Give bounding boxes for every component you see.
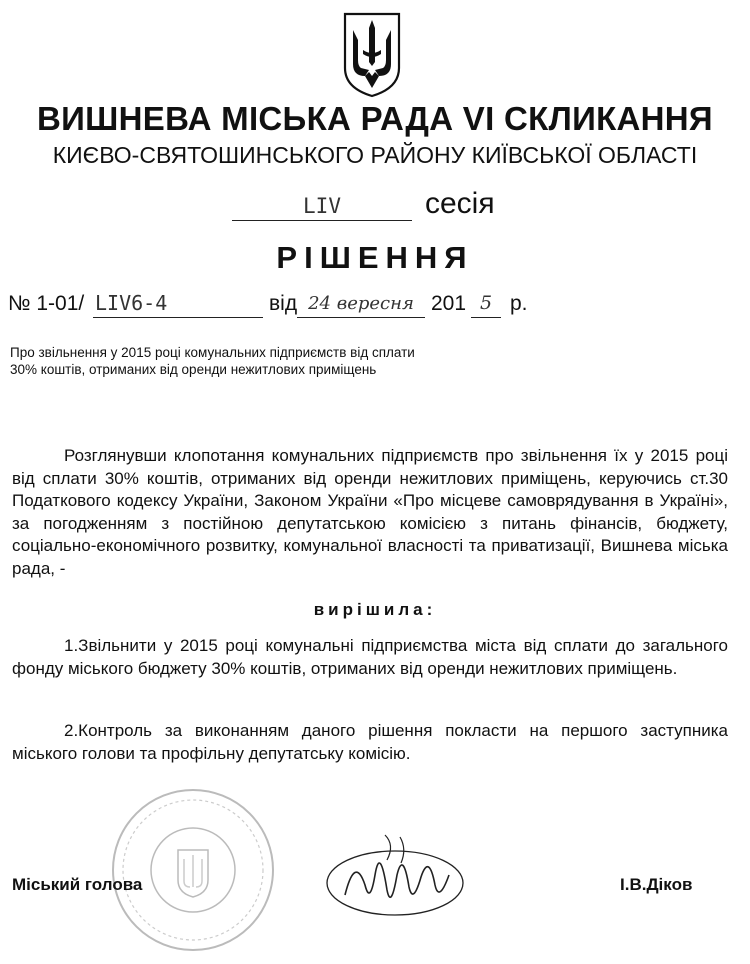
signature-mark: [325, 815, 485, 920]
decision-title: РІШЕННЯ: [276, 240, 474, 275]
item-1-text: 1.Звільнити у 2015 році комунальні підприємства міста від сплати до загального фонду міського бюджету 30% коштів, отриманих від оренди нежитлових приміщень.: [12, 636, 728, 678]
preamble-text: Розглянувши клопотання комунальних підприємств про звільнення їх у 2015 році від сплати 30% коштів, отриманих від оренди нежитлових приміщень, керуючись ст.30 Податкового кодексу України, Законом України «Про місцеве самоврядування в Україні», за погодженням з постійною депутатською комісією з питань фінансів, бюджету, соціально-економічного розвитку, комунальної власності та приватизації, Вишнева міська рада, -: [12, 446, 728, 578]
year-prefix: 201: [431, 292, 467, 315]
preamble-paragraph: [12, 445, 728, 580]
trident-emblem-icon: [341, 10, 403, 98]
decision-number-prefix: № 1-01/: [8, 292, 85, 315]
year-suffix: р.: [510, 292, 528, 315]
decision-number-field: LIV6-4: [93, 290, 263, 318]
item-2-text: 2.Контроль за виконанням даного рішення покласти на першого заступника міського голови та профільну депутатську комісію.: [12, 721, 728, 763]
official-stamp: [108, 785, 278, 955]
decision-subject: Про звільнення у 2015 році комунальних підприємств від сплати 30% коштів, отриманих від оренди нежитлових приміщень: [10, 345, 415, 377]
item-2-paragraph: [12, 720, 728, 765]
council-title: ВИШНЕВА МІСЬКА РАДА VI СКЛИКАННЯ: [37, 100, 713, 137]
date-field: 24 вересня: [297, 290, 425, 318]
session-label: сесія: [425, 187, 495, 220]
date-label: від: [269, 292, 298, 315]
resolved-heading: вирішила:: [313, 600, 437, 619]
mayor-label: Міський голова: [12, 875, 143, 894]
item-1-paragraph: [12, 635, 728, 680]
mayor-name: І.В.Діков: [620, 875, 693, 894]
district-subtitle: КИЄВО-СВЯТОШИНСЬКОГО РАЙОНУ КИЇВСЬКОЇ ОБЛАСТІ: [52, 142, 698, 168]
year-field: 5: [471, 290, 501, 318]
session-number-field: LIV: [232, 193, 412, 221]
